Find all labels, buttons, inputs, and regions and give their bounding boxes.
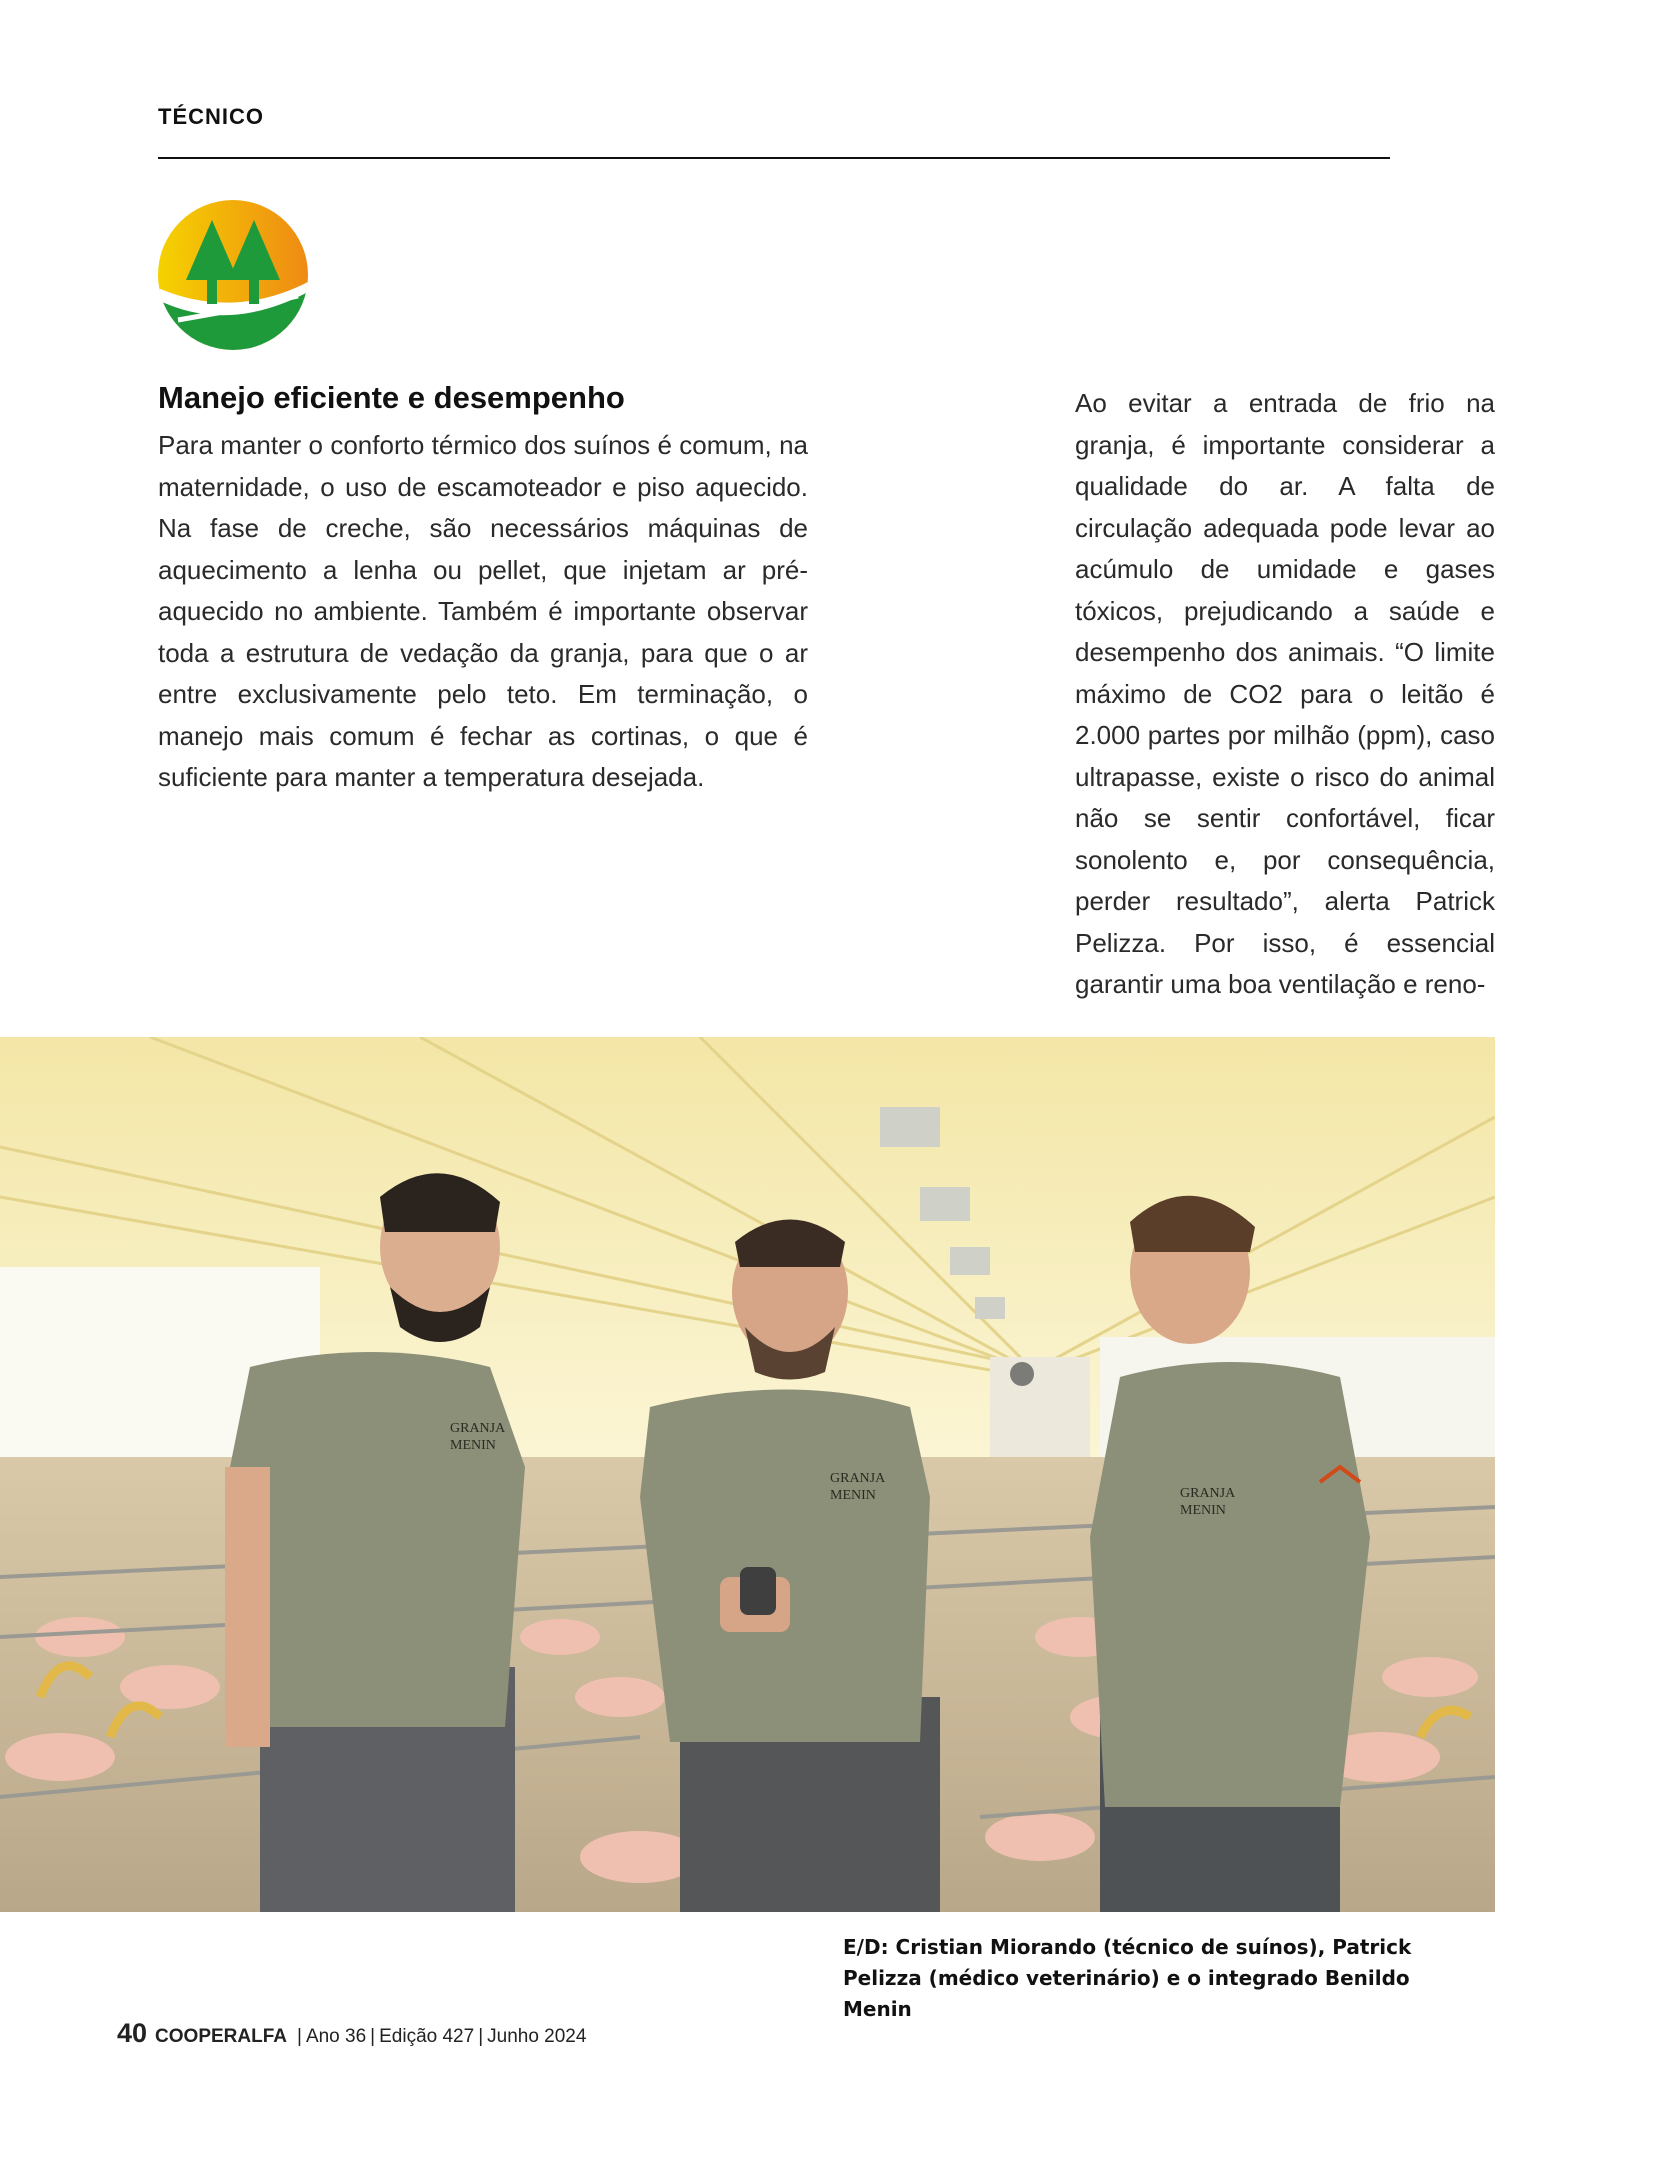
article-body-right: Ao evitar a entrada de frio na granja, é importante considerar a qualidade do ar. A falta de circulação adequada pode levar ao acúmulo de umidade e gases tóxicos, prejudicando a saúde e desempenho dos animais. “O limite máximo de CO2 para o leitão é 2.000 partes por milhão (ppm), caso ultrapasse, existe o risco do animal não se sentir confortável, ficar sonolento e, por consequência, perder resultado”, alerta Patrick Pelizza. Por isso, é essencial garantir uma boa ventilação e reno-: [1075, 388, 1495, 999]
top-divider: [158, 157, 1390, 159]
footer-separator: |: [370, 2026, 376, 2047]
shirt-text-line2-right: MENIN: [1180, 1503, 1226, 1518]
magazine-name: COOPERALFA: [155, 2026, 287, 2047]
shirt-text-line2-left: MENIN: [450, 1438, 496, 1453]
page-number: 40: [117, 2018, 148, 2048]
page-footer: [117, 2018, 586, 2049]
article-body-left: Para manter o conforto térmico dos suínos é comum, na maternidade, o uso de escamoteador e piso aquecido. Na fase de creche, são necessários máquinas de aquecimento a lenha ou pellet, que injetam ar pré-aquecido no ambiente. Também é importante observar toda a estrutura de vedação da granja, para que o ar entre exclusivamente pelo teto. Em terminação, o manejo mais comum é fechar as cortinas, o que é suficiente para manter a temperatura desejada.: [158, 430, 808, 792]
section-label: TÉCNICO: [158, 104, 264, 129]
footer-separator: |: [297, 2026, 302, 2047]
footer-date: Junho 2024: [487, 2026, 587, 2047]
cooperalfa-logo-icon: [158, 200, 308, 350]
photo-caption: E/D: Cristian Miorando (técnico de suínos), Patrick Pelizza (médico veterinário) e o integrado Benildo Menin: [843, 1935, 1412, 2021]
footer-separator: |: [478, 2026, 484, 2047]
footer-edition: Edição 427: [379, 2026, 475, 2047]
shirt-text-line2: MENIN: [830, 1488, 876, 1503]
shirt-text-line1: GRANJA: [830, 1471, 886, 1486]
shirt-text-line1-right: GRANJA: [1180, 1486, 1236, 1501]
footer-year: Ano 36: [305, 2026, 367, 2047]
shirt-text-line1-left: GRANJA: [450, 1421, 506, 1436]
article-photo: [0, 1037, 1495, 1912]
article-heading: Manejo eficiente e desempenho: [158, 380, 625, 415]
